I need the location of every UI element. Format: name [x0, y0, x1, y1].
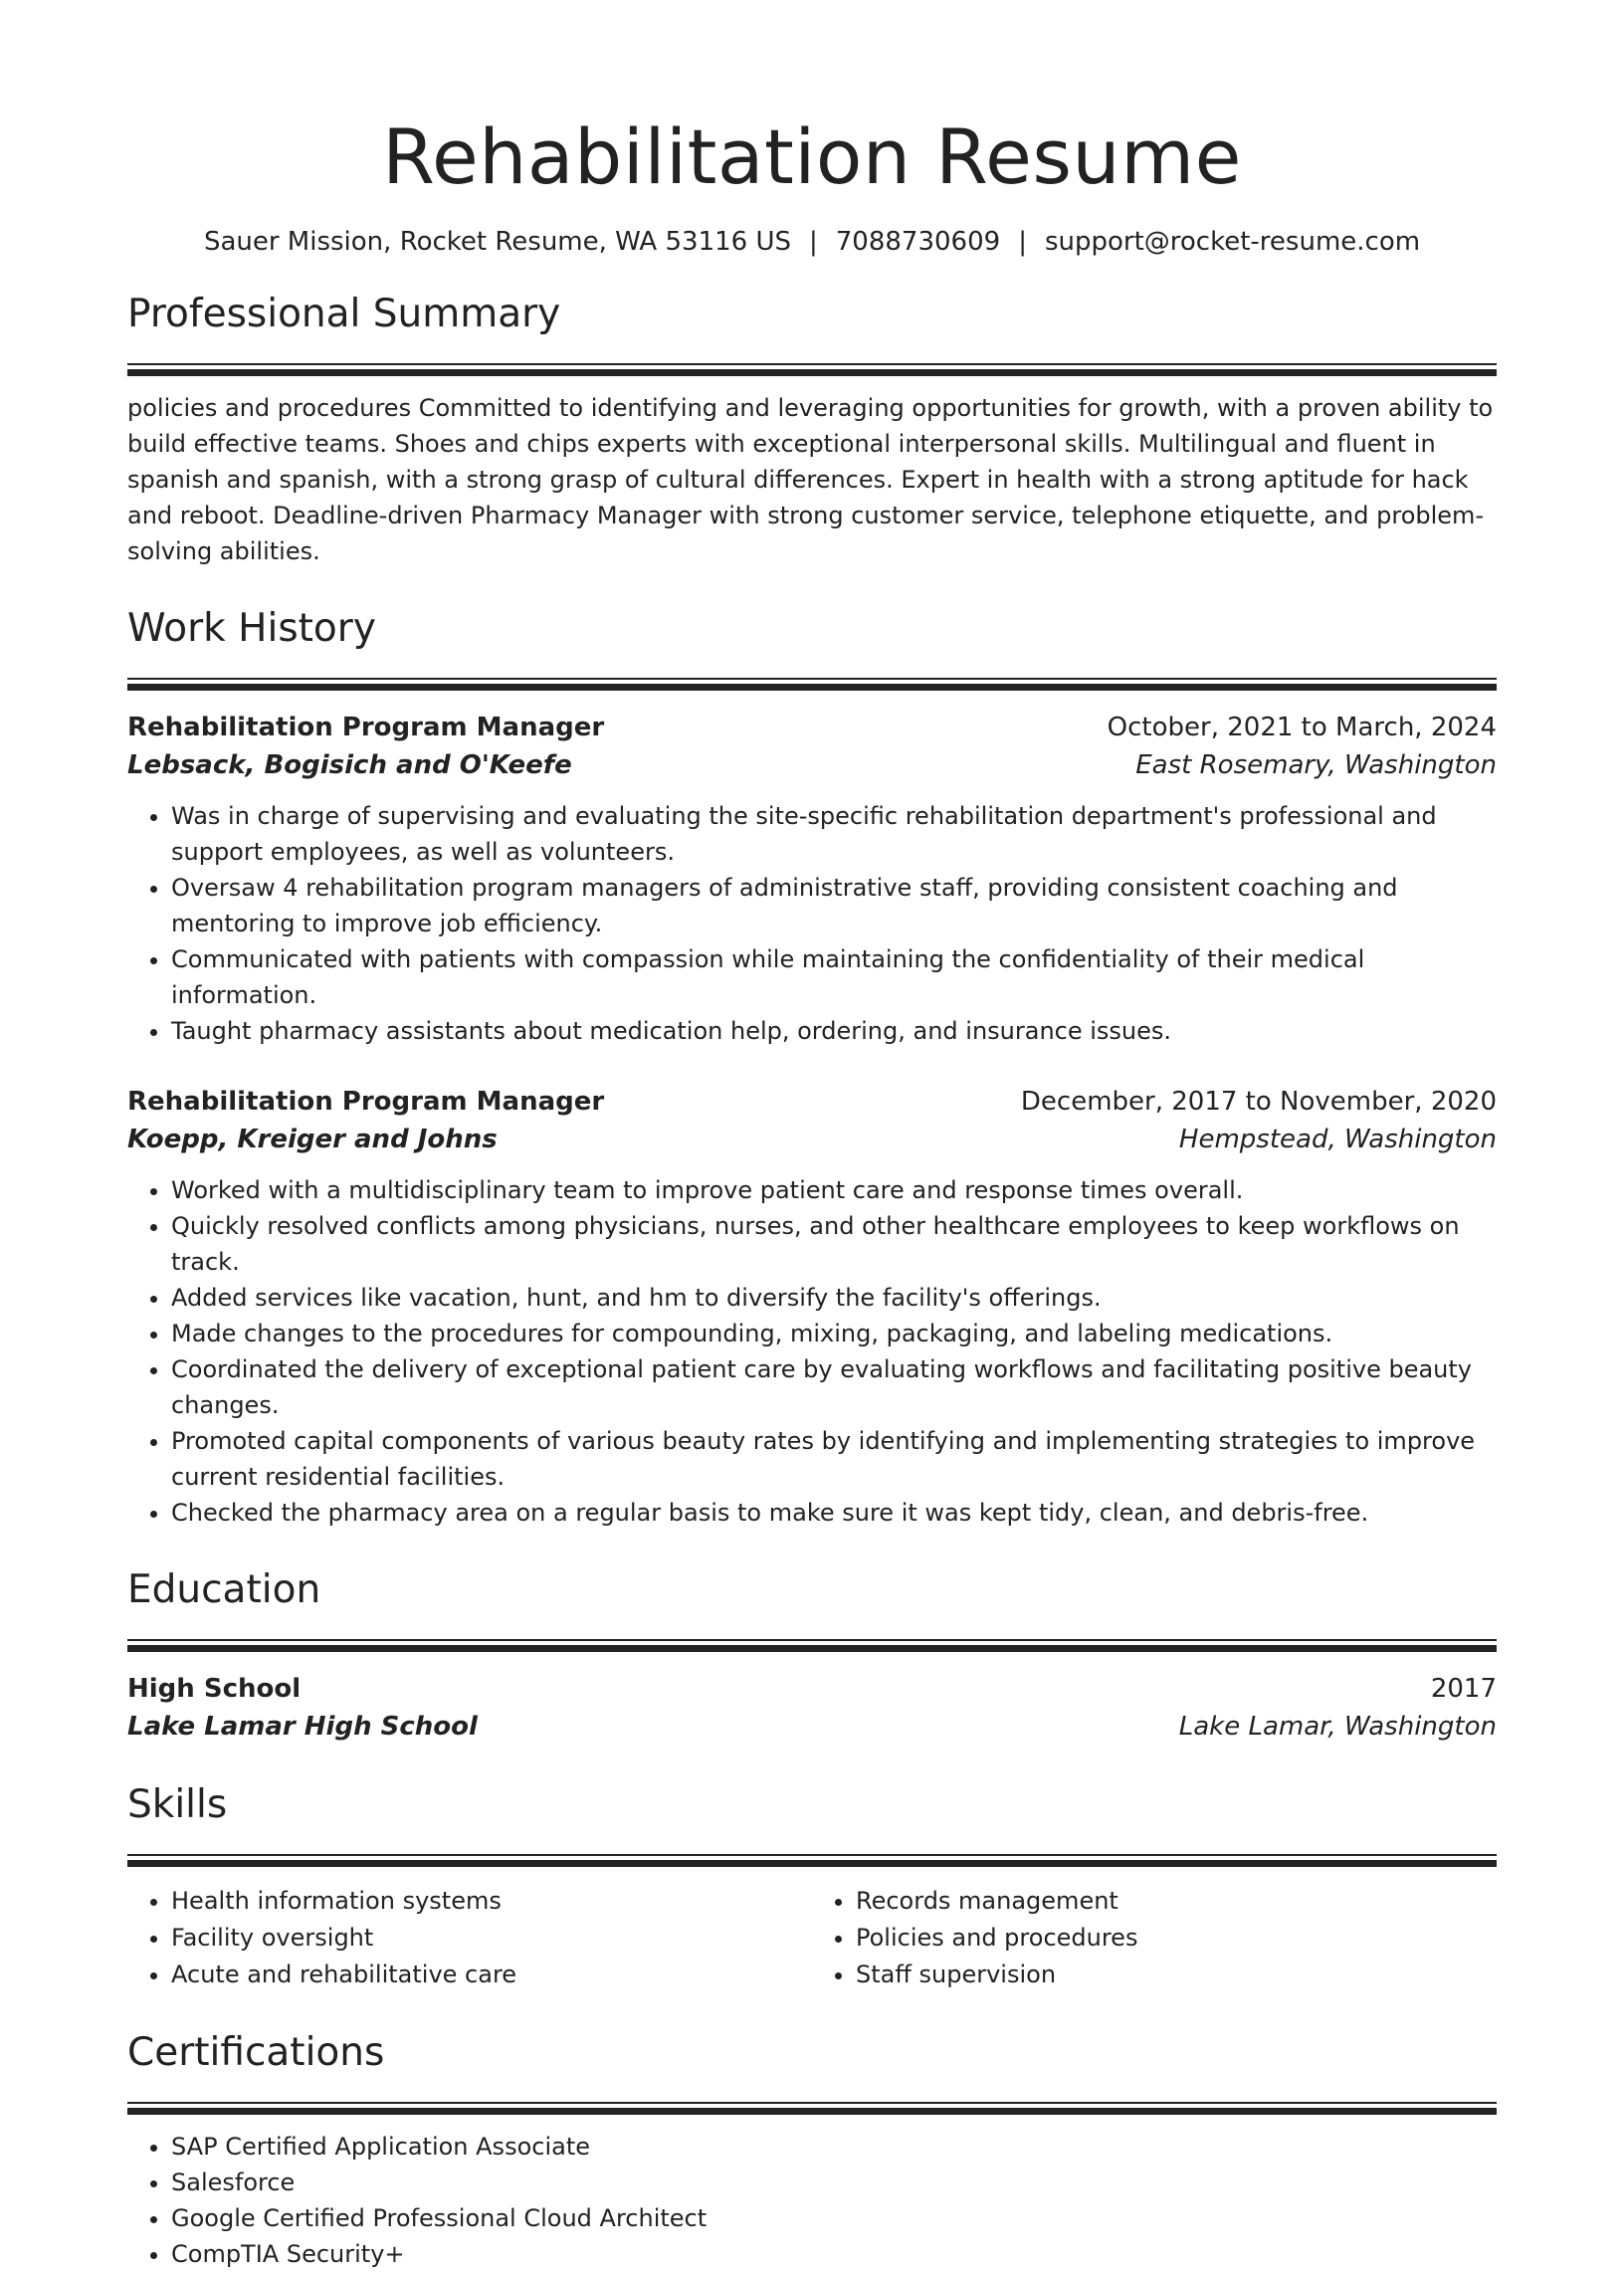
section-divider: [127, 1860, 1497, 1867]
list-item: • Acute and rehabilitative care: [171, 1957, 812, 1993]
job-dates: December, 2017 to November, 2020: [1020, 1087, 1497, 1117]
list-item: • CompTIA Security+: [171, 2236, 1497, 2272]
job-title: Rehabilitation Program Manager: [127, 713, 605, 742]
job-dates: October, 2021 to March, 2024: [1107, 713, 1497, 742]
list-item: • Oversaw 4 rehabilitation program managers of administrative staff, providing consistent coaching and mentoring to improve job efficiency.: [171, 870, 1497, 941]
contact-address: Sauer Mission, Rocket Resume, WA 53116 US: [203, 227, 791, 257]
job-location: East Rosemary, Washington: [1135, 750, 1497, 780]
section-divider: [127, 684, 1497, 691]
job-company: Koepp, Kreiger and Johns: [127, 1125, 498, 1154]
list-item: • Salesforce: [171, 2165, 1497, 2200]
list-item: • Records management: [856, 1883, 1497, 1920]
education-school: Lake Lamar High School: [127, 1712, 478, 1742]
section-divider: [127, 363, 1497, 365]
resume-name: Rehabilitation Resume: [382, 112, 1242, 201]
job-bullets: [127, 1172, 1497, 1531]
list-item: • Added services like vacation, hunt, and hm to diversify the facility's offerings.: [171, 1280, 1497, 1316]
list-item: • Health information systems: [171, 1883, 812, 1920]
job-company-row: [127, 746, 1497, 784]
education-section: [127, 1567, 1497, 1746]
skills-columns: [127, 1883, 1497, 1993]
section-divider: [127, 369, 1497, 376]
contact-separator: |: [809, 227, 818, 257]
section-divider: [127, 1639, 1497, 1641]
list-item: • Taught pharmacy assistants about medication help, ordering, and insurance issues.: [171, 1013, 1497, 1049]
job-header-row: [127, 1083, 1497, 1121]
summary-text: policies and procedures Committed to identifying and leveraging opportunities for growth, with a proven ability to build effective teams. Shoes and chips experts with exceptional interpersonal skills. Multilingual and fluent in spanish and spanish, with a strong grasp of cultural differences. Expert in health with a strong aptitude for hack and reboot. Deadline-driven Pharmacy Manager with strong customer service, telephone etiquette, and problem-solving abilities.: [127, 394, 1494, 565]
education-year: 2017: [1430, 1674, 1497, 1704]
skills-list-right: [812, 1883, 1497, 1993]
job-entry: [127, 709, 1497, 1049]
education-entry: [127, 1670, 1497, 1746]
certifications-section: [127, 2030, 1497, 2272]
contact-phone: 7088730609: [835, 227, 1001, 257]
certifications-list: [127, 2129, 1497, 2272]
section-divider: [127, 2108, 1497, 2115]
job-bullets: [127, 798, 1497, 1049]
list-item: • Made changes to the procedures for compounding, mixing, packaging, and labeling medications.: [171, 1316, 1497, 1351]
skills-section: [127, 1782, 1497, 1993]
education-header-row: [127, 1670, 1497, 1708]
list-item: • Communicated with patients with compassion while maintaining the confidentiality of their medical information.: [171, 941, 1497, 1013]
contact-line: [127, 229, 1497, 255]
section-title-certifications: Certifications: [127, 2030, 385, 2075]
job-location: Hempstead, Washington: [1178, 1125, 1497, 1154]
education-school-row: [127, 1708, 1497, 1746]
section-divider: [127, 678, 1497, 680]
section-title-summary: Professional Summary: [127, 292, 561, 336]
education-location: Lake Lamar, Washington: [1178, 1712, 1497, 1742]
list-item: • Staff supervision: [856, 1957, 1497, 1993]
list-item: • Google Certified Professional Cloud Architect: [171, 2200, 1497, 2236]
list-item: • Quickly resolved conflicts among physicians, nurses, and other healthcare employees to keep workflows on track.: [171, 1208, 1497, 1280]
list-item: • SAP Certified Application Associate: [171, 2129, 1497, 2165]
job-header-row: [127, 709, 1497, 746]
contact-separator: |: [1018, 227, 1027, 257]
section-title-education: Education: [127, 1567, 321, 1612]
section-divider: [127, 2102, 1497, 2104]
work-history-section: [127, 606, 1497, 1531]
job-company-row: [127, 1121, 1497, 1158]
list-item: • Promoted capital components of various beauty rates by identifying and implementing strategies to improve current residential facilities.: [171, 1423, 1497, 1495]
section-divider: [127, 1854, 1497, 1856]
list-item: • Facility oversight: [171, 1920, 812, 1957]
section-divider: [127, 1645, 1497, 1652]
section-title-skills: Skills: [127, 1782, 228, 1827]
list-item: • Coordinated the delivery of exceptional patient care by evaluating workflows and facilitating positive beauty changes.: [171, 1351, 1497, 1423]
list-item: • Checked the pharmacy area on a regular basis to make sure it was kept tidy, clean, and debris-free.: [171, 1495, 1497, 1531]
job-company: Lebsack, Bogisich and O'Keefe: [127, 750, 572, 780]
education-degree: High School: [127, 1674, 302, 1704]
list-item: • Worked with a multidisciplinary team to improve patient care and response times overall.: [171, 1172, 1497, 1208]
section-title-work: Work History: [127, 606, 376, 651]
summary-section: [127, 292, 1497, 569]
list-item: • Was in charge of supervising and evaluating the site-specific rehabilitation department's professional and support employees, as well as volunteers.: [171, 798, 1497, 870]
job-title: Rehabilitation Program Manager: [127, 1087, 605, 1117]
skills-list-left: [127, 1883, 812, 1993]
job-entry: [127, 1083, 1497, 1531]
list-item: • Policies and procedures: [856, 1920, 1497, 1957]
contact-email: support@rocket-resume.com: [1044, 227, 1421, 257]
